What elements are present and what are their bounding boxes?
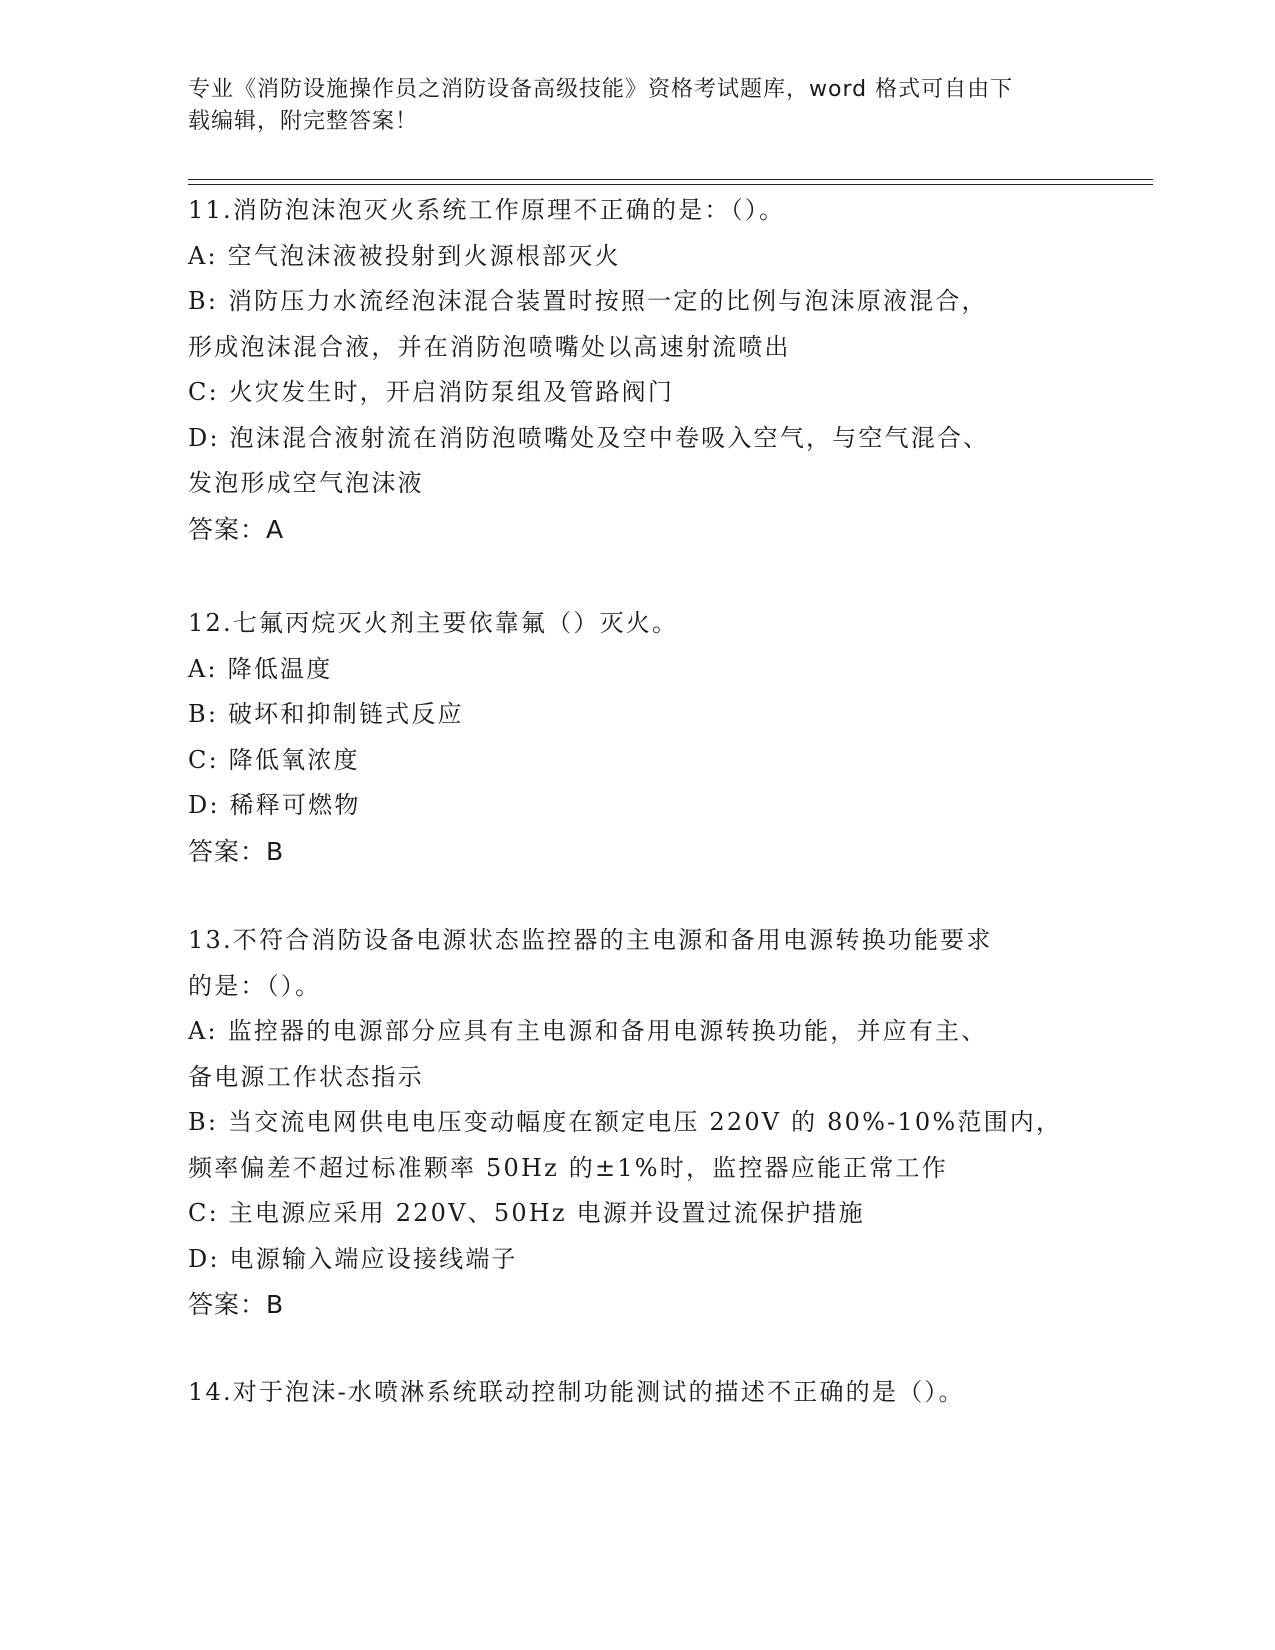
header-rule-bottom bbox=[188, 184, 1153, 185]
option-b: B: 当交流电网供电电压变动幅度在额定电压 220V 的 80%-10%范围内， bbox=[188, 1108, 1063, 1136]
option-d: D: 稀释可燃物 bbox=[188, 791, 361, 819]
question-stem: 13.不符合消防设备电源状态监控器的主电源和备用电源转换功能要求 bbox=[188, 926, 993, 954]
answer: 答案：B bbox=[188, 1290, 285, 1319]
question-stem: 11.消防泡沫泡灭火系统工作原理不正确的是：（）。 bbox=[188, 196, 786, 224]
option-b-continued: 形成泡沫混合液，并在消防泡喷嘴处以高速射流喷出 bbox=[188, 332, 791, 361]
header-line-1: 专业《消防设施操作员之消防设备高级技能》资格考试题库，word 格式可自由下 bbox=[188, 77, 1014, 102]
option-d: D: 电源输入端应设接线端子 bbox=[188, 1244, 518, 1273]
option-a: A: 空气泡沫液被投射到火源根部灭火 bbox=[188, 241, 621, 270]
question-stem: 14.对于泡沫-水喷淋系统联动控制功能测试的描述不正确的是（）。 bbox=[188, 1378, 965, 1406]
option-a: A: 降低温度 bbox=[188, 654, 333, 683]
option-b: B: 消防压力水流经泡沫混合装置时按照一定的比例与泡沫原液混合， bbox=[188, 287, 988, 315]
option-d-continued: 发泡形成空气泡沫液 bbox=[188, 469, 424, 497]
question-14 bbox=[188, 1370, 1088, 1416]
option-c: C: 火灾发生时，开启消防泵组及管路阀门 bbox=[188, 378, 675, 406]
answer: 答案：A bbox=[188, 514, 285, 544]
option-a: A: 监控器的电源部分应具有主电源和备用电源转换功能，并应有主、 bbox=[188, 1017, 988, 1045]
question-stem: 12.七氟丙烷灭火剂主要依靠氟（）灭火。 bbox=[188, 609, 679, 637]
answer: 答案：B bbox=[188, 836, 285, 866]
option-c: C: 降低氧浓度 bbox=[188, 745, 360, 774]
header-line-2: 载编辑，附完整答案！ bbox=[188, 109, 419, 134]
option-c: C: 主电源应采用 220V、50Hz 电源并设置过流保护措施 bbox=[188, 1199, 865, 1227]
option-d: D: 泡沫混合液射流在消防泡喷嘴处及空中卷吸入空气，与空气混合、 bbox=[188, 423, 990, 452]
header-rule-top bbox=[188, 179, 1153, 180]
option-b-continued: 频率偏差不超过标准颗率 50Hz 的±1%时，监控器应能正常工作 bbox=[188, 1153, 948, 1182]
document-header bbox=[188, 74, 1088, 138]
question-13 bbox=[188, 918, 1088, 1328]
option-a-continued: 备电源工作状态指示 bbox=[188, 1062, 424, 1091]
option-b: B: 破坏和抑制链式反应 bbox=[188, 700, 464, 728]
question-12 bbox=[188, 601, 1088, 874]
question-11 bbox=[188, 188, 1088, 552]
question-stem-continued: 的是：（）。 bbox=[188, 971, 322, 1000]
